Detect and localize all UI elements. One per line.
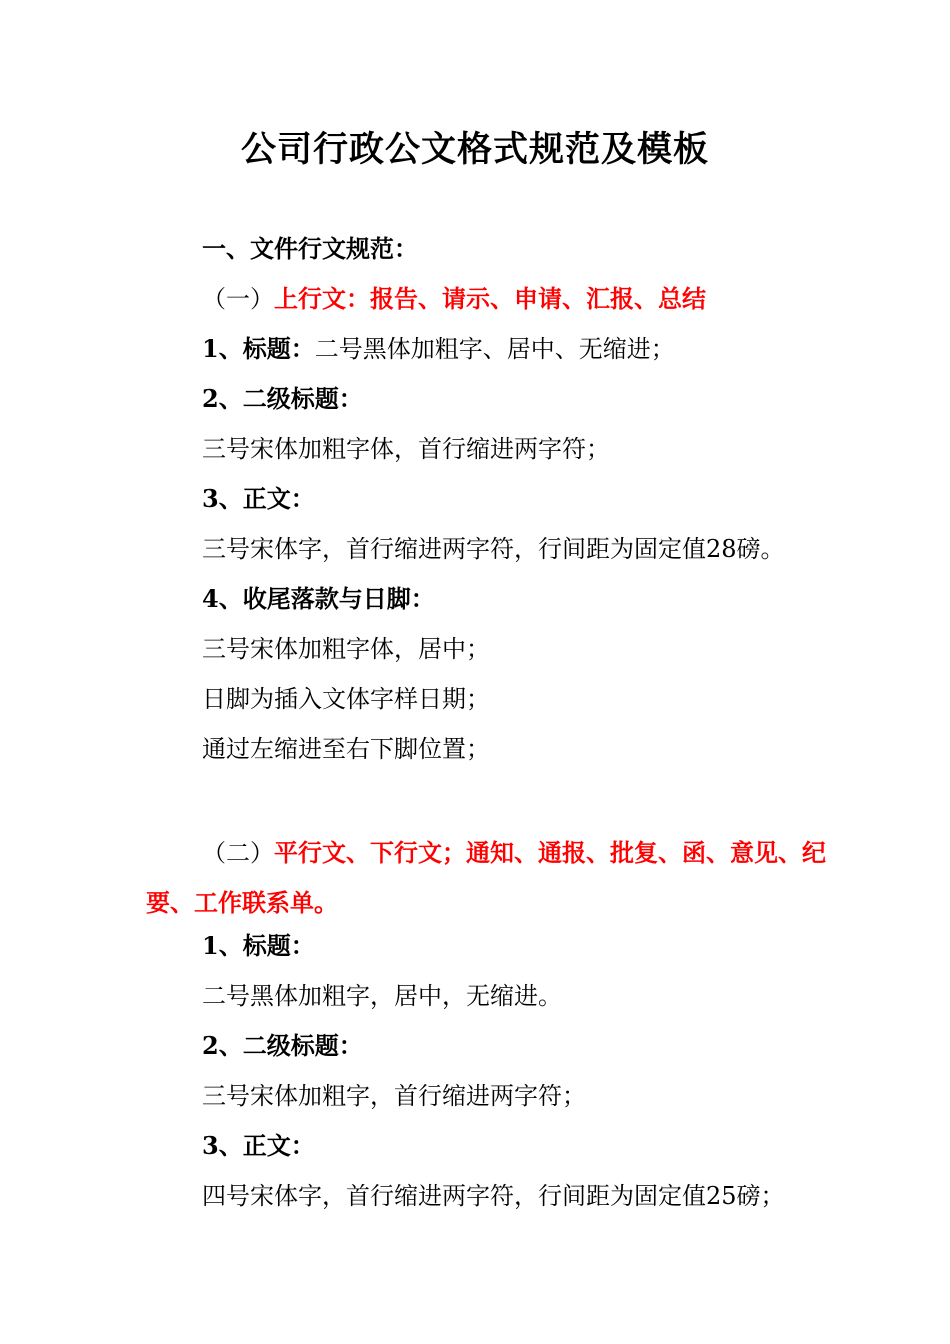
- part2-item2-label: 2、二级标题：: [202, 1031, 363, 1060]
- part1-item1-text: 二号黑体加粗字、居中、无缩进；: [314, 335, 675, 363]
- part1-prefix: （一）: [202, 285, 274, 313]
- part2-prefix: （二）: [202, 839, 274, 867]
- part1-item2-label: 2、二级标题：: [202, 384, 363, 413]
- part2-item1-text: 二号黑体加粗字，居中，无缩进。: [202, 982, 562, 1010]
- part1-item4-line: 日脚为插入文体字样日期；: [202, 685, 490, 713]
- part1-item1-label: 1、标题：: [202, 334, 315, 363]
- part2-item2-text: 三号宋体加粗字，首行缩进两字符；: [202, 1082, 586, 1110]
- part2-heading: [146, 828, 836, 928]
- part1-item3-label: 3、正文：: [202, 484, 315, 513]
- part2-item3-label: 3、正文：: [202, 1131, 315, 1160]
- part1-item3-text: 三号宋体字，首行缩进两字符，行间距为固定值28磅。: [202, 535, 785, 563]
- document-title: 公司行政公文格式规范及模板: [240, 130, 709, 170]
- section1-heading: 一、文件行文规范：: [202, 234, 418, 263]
- part2-item1-label: 1、标题：: [202, 931, 315, 960]
- part1-heading-text: 上行文：报告、请示、申请、汇报、总结: [274, 284, 706, 313]
- part1-item4-line: 三号宋体加粗字体，居中；: [202, 635, 490, 663]
- part2-item3-text: 四号宋体字，首行缩进两字符，行间距为固定值25磅；: [202, 1182, 785, 1210]
- part1-item4-label: 4、收尾落款与日脚：: [202, 584, 435, 613]
- part1-heading: [202, 281, 706, 317]
- part2-heading-text: 平行文、下行文；通知、通报、批复、函、意见、纪要、工作联系单。: [146, 838, 826, 917]
- part1-item4-line: 通过左缩进至右下脚位置；: [202, 735, 490, 763]
- part1-item2-text: 三号宋体加粗字体，首行缩进两字符；: [202, 435, 610, 463]
- part1-item1: [202, 331, 675, 367]
